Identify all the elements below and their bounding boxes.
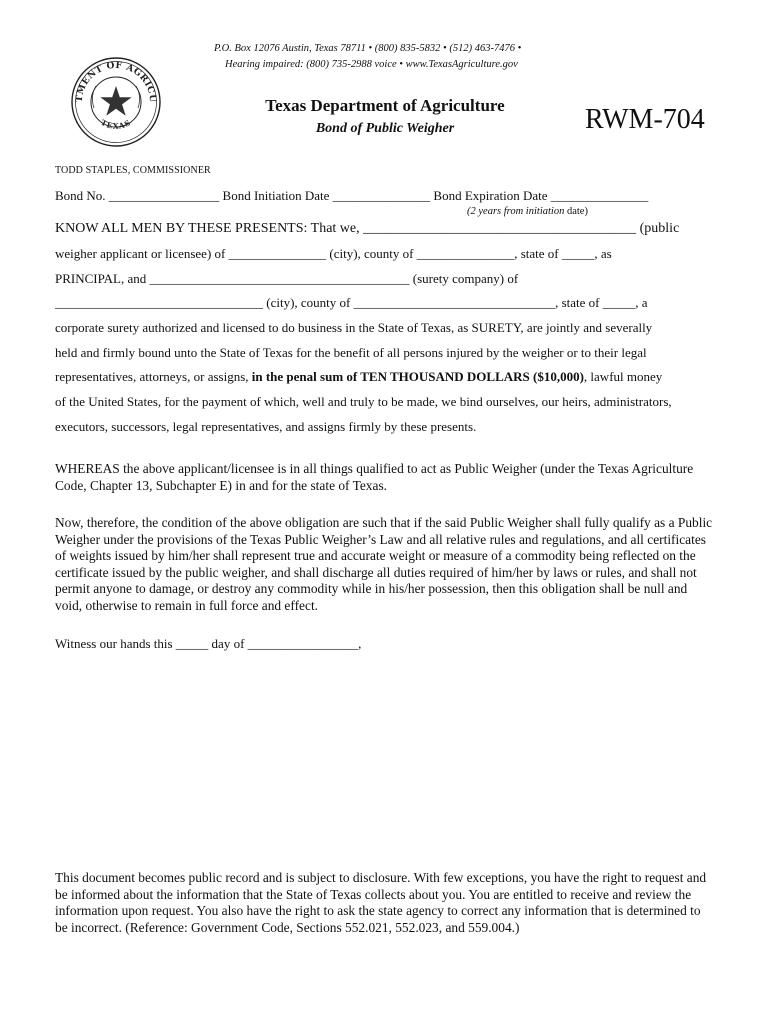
condition-paragraph: Now, therefore, the condition of the above obligation are such that if the said Public Weigher shall fully qualify as a Public Weigher under the provisions of the Texas Public Weigher’s Law and all relative rules and regulations, and all certificates of weights issued by him/her shall represent true and accurate weight or measure of a commodity being reflected on the certificate issued by the public weigher, and shall discharge all duties required of him/her by laws or rules, and shall not permit anyone to damage, or destroy any commodity while in his/her possession, then this obligation shall be null and void, otherwise to remain in full force and effect. [55, 515, 713, 613]
body-line-4: ________________________________ (city), county of _______________________________, state of _____, a [55, 295, 648, 310]
bond-note-rest: date) [564, 206, 588, 217]
form-subtitle: Bond of Public Weigher [315, 121, 455, 136]
seal-bottom-text: TEXAS [99, 117, 133, 131]
body-line-6: held and firmly bound unto the State of Texas for the benefit of all persons injured by the weigher or to their legal [55, 345, 647, 360]
svg-text:TEXAS [99, 118, 132, 131]
body-line-5: corporate surety authorized and licensed to do business in the State of Texas, as SURETY, are jointly and severally [55, 320, 653, 335]
body-line-8: of the United States, for the payment of which, well and truly to be made, we bind ourselves, our heirs, administrators, [55, 394, 672, 409]
bond-expiration-note [467, 206, 588, 217]
body-line-7-end: , lawful money [583, 369, 663, 384]
form-number: RWM-704 [585, 104, 705, 135]
body-line-1: KNOW ALL MEN BY THESE PRESENTS: That we, _______________________________________ (public [55, 221, 680, 236]
body-line-7 [55, 369, 662, 385]
penal-sum-text: in the penal sum of TEN THOUSAND DOLLARS ($10,000) [251, 369, 584, 384]
address-line: P.O. Box 12076 Austin, Texas 78711 • (800) 835-5832 • (512) 463-7476 • [214, 43, 522, 54]
body-line-9: executors, successors, legal representatives, and assigns firmly by these presents. [55, 419, 477, 434]
body-line-2: weigher applicant or licensee) of _______________ (city), county of _______________, state of _____, as [55, 246, 612, 261]
seal-top-text: TMENT OF AGRICU [74, 60, 158, 104]
bond-info-line: Bond No. _________________ Bond Initiation Date _______________ Bond Expiration Date _______________ [55, 188, 649, 203]
hearing-impaired-line: Hearing impaired: (800) 735-2988 voice • www.TexasAgriculture.gov [225, 59, 518, 70]
body-line-3: PRINCIPAL, and ________________________________________ (surety company) of [55, 271, 519, 286]
witness-line: Witness our hands this _____ day of _________________, [55, 636, 362, 651]
body-line-7-start: representatives, attorneys, or assigns, [55, 369, 252, 384]
disclosure-paragraph: This document becomes public record and is subject to disclosure. With few exceptions, you have the right to request and be informed about the information that the State of Texas collects about you. You are entitled to receive and review the information upon request. You also have the right to ask the state agency to correct any information that is determined to be incorrect. (Reference: Government Code, Sections 552.021, 552.023, and 559.004.) [55, 870, 707, 935]
commissioner-name: TODD STAPLES, COMMISSIONER [55, 165, 211, 176]
agency-name: Texas Department of Agriculture [265, 96, 505, 115]
star-icon [100, 86, 131, 116]
whereas-paragraph: WHEREAS the above applicant/licensee is in all things qualified to act as Public Weigher (under the Texas Agriculture Code, Chapter 13, Subchapter E) in and for the state of Texas. [55, 461, 694, 493]
agriculture-seal-logo [70, 56, 162, 148]
bond-note-italic: (2 years from initiation [467, 206, 565, 217]
